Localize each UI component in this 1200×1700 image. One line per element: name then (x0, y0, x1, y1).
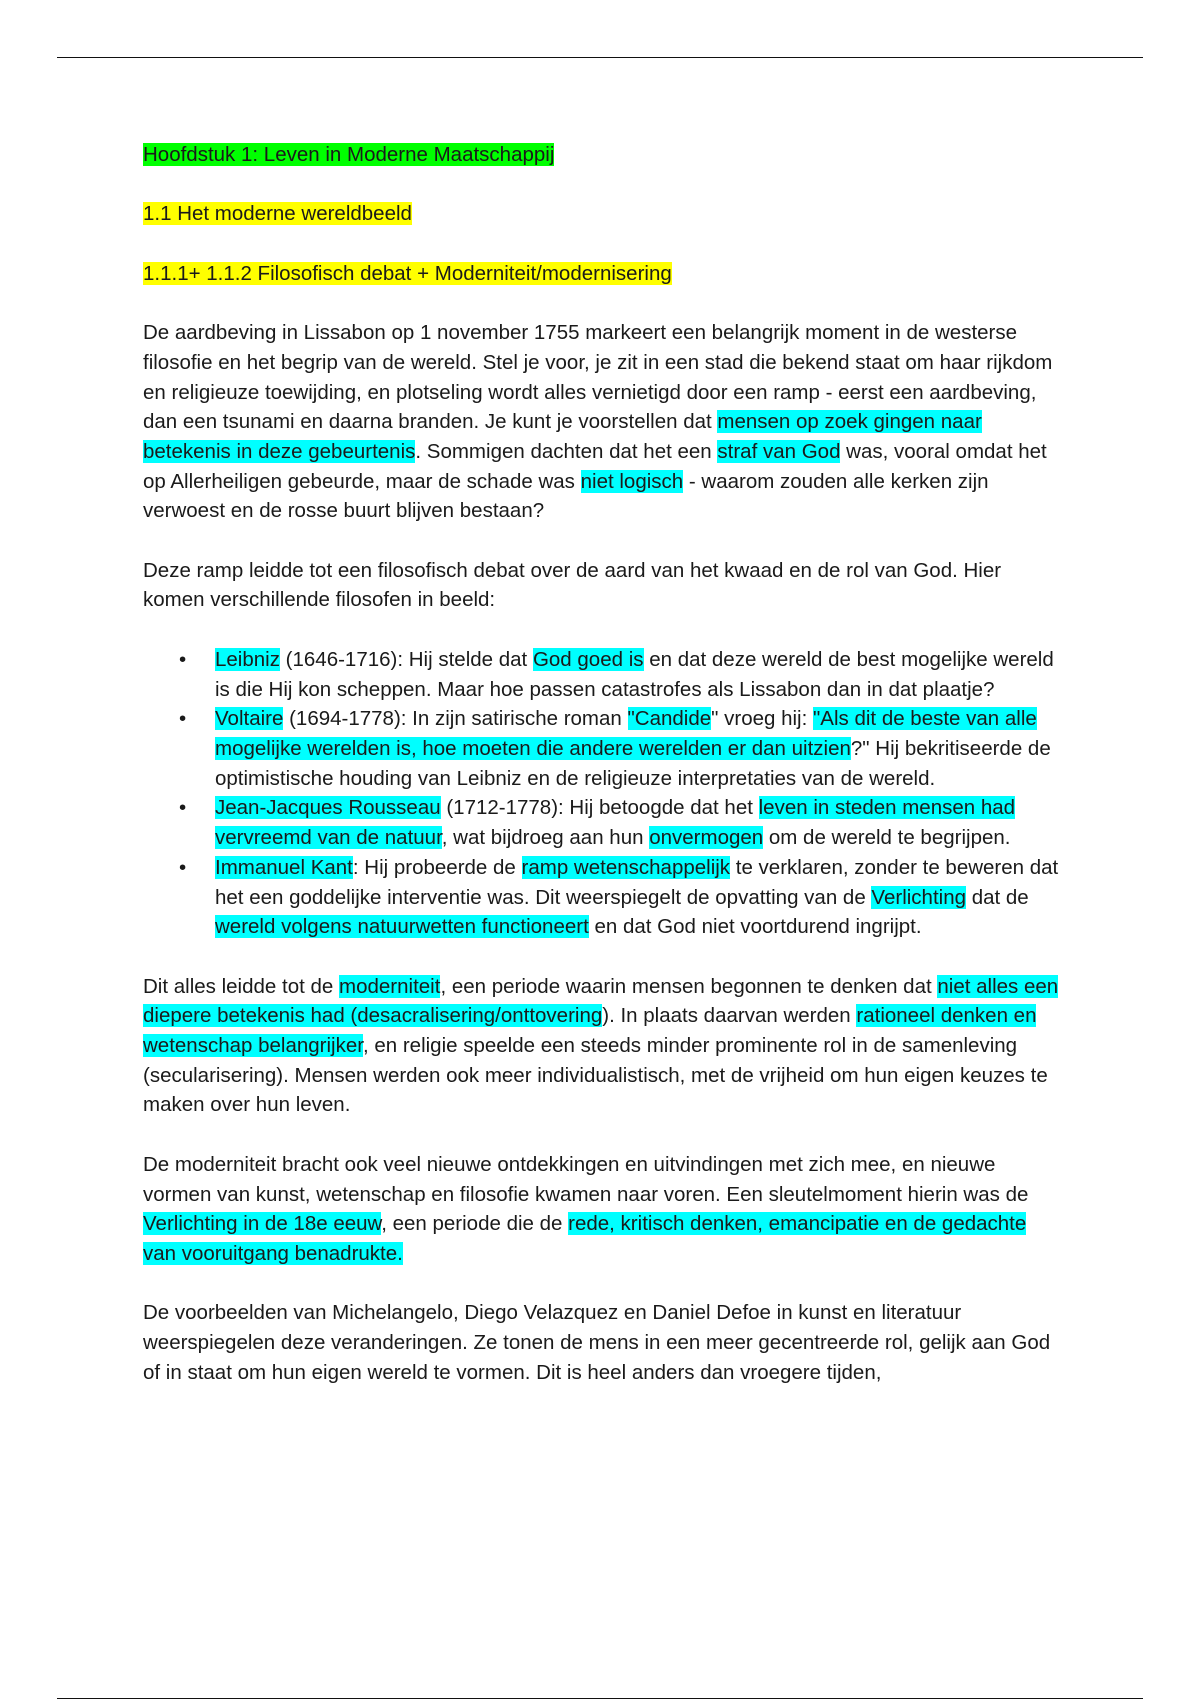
bullet-icon: • (179, 855, 187, 879)
list-item (179, 704, 1063, 793)
text-run: (1646-1716): Hij stelde dat (279, 647, 533, 671)
text-run: te verklaren, zonder te beweren dat het een goddelijke interventie was. Dit weerspiegelt de opvatting van de (215, 855, 1059, 909)
highlighted-text: niet alles een diepere betekenis had (desacralisering/onttovering (143, 974, 1059, 1028)
text-run: , en religie speelde een steeds minder prominente rol in de samenleving (secularisering). Mensen werden ook meer individualistisch, met de vrijheid om hun eigen keuzes te maken over hun leven. (143, 1034, 1048, 1117)
highlighted-text: "Als dit de beste van alle mogelijke werelden is, hoe moeten die andere werelden er dan uitzien (215, 707, 1037, 760)
highlighted-text: mensen op zoek gingen naar betekenis in deze gebeurtenis (143, 410, 982, 463)
bullet-icon: • (179, 707, 187, 731)
subsection-heading-text: 1.1.1+ 1.1.2 Filosofisch debat + Moderniteit/modernisering (143, 261, 672, 285)
highlighted-text: Immanuel Kant (215, 855, 353, 879)
text-run: Dit alles leidde tot de (143, 974, 340, 998)
list-item (179, 645, 1063, 704)
highlighted-text: rationeel denken en wetenschap belangrijker (143, 1004, 1037, 1057)
highlighted-text: God goed is (532, 647, 644, 671)
text-run: Deze ramp leidde tot een filosofisch debat over de aard van het kwaad en de rol van God. Hier komen verschillende filosofen in beeld: (143, 558, 1002, 612)
text-run: : Hij probeerde de (352, 855, 522, 879)
subsection-heading (143, 259, 1063, 289)
text-run: " vroeg hij: (711, 707, 814, 731)
text-run: De voorbeelden van Michelangelo, Diego Velazquez en Daniel Defoe in kunst en literatuur weerspiegelen deze veranderingen. Ze tonen de mens in een meer gecentreerde rol, gelijk aan God of in staat om hun eigen wereld te vormen. Dit is heel anders dan vroegere tijden, (143, 1301, 1051, 1384)
highlighted-text: Verlichting in de 18e eeuw (143, 1212, 382, 1236)
text-run: . Sommigen dachten dat het een (415, 439, 718, 463)
text-run: De aardbeving in Lissabon op 1 november 1755 markeert een belangrijk moment in de westerse filosofie en het begrip van de wereld. Stel je voor, je zit in een stad die bekend staat om haar rijkdom en religieuze toewijding, en plotseling wordt alles vernietigd door een ramp - eerst een aardbeving, dan een tsunami en daarna branden. Je kunt je voorstellen dat (143, 321, 1053, 434)
text-run: dat de (966, 885, 1029, 909)
section-heading (143, 199, 1063, 229)
highlighted-text: onvermogen (649, 826, 764, 850)
chapter-heading-text: Hoofdstuk 1: Leven in Moderne Maatschappij (143, 143, 555, 166)
bullet-icon: • (179, 796, 187, 820)
paragraph (143, 972, 1063, 1121)
highlighted-text: Leibniz (215, 647, 280, 671)
highlighted-text: "Candide (627, 707, 712, 731)
chapter-heading (143, 140, 1063, 170)
highlighted-text: rede, kritisch denken, emancipatie en de gedachte van vooruitgang benadrukte. (143, 1212, 1027, 1265)
text-run: ?" Hij bekritiseerde de optimistische houding van Leibniz en de religieuze interpretaties van de wereld. (215, 736, 1051, 790)
text-run: , een periode waarin mensen begonnen te denken dat (440, 974, 938, 998)
highlighted-text: Verlichting (871, 885, 967, 909)
paragraph (143, 556, 1063, 615)
section-heading-text: 1.1 Het moderne wereldbeeld (143, 202, 412, 226)
text-run: (1712-1778): Hij betoogde dat het (440, 796, 759, 820)
list-item (179, 793, 1063, 852)
highlighted-text: wereld volgens natuurwetten functioneert (215, 915, 589, 939)
bullet-icon: • (179, 647, 187, 671)
document-body (143, 140, 1063, 1417)
text-run: en dat deze wereld de best mogelijke wereld is die Hij kon scheppen. Maar hoe passen catastrofes als Lissabon dan in dat plaatje? (215, 647, 1054, 701)
text-run: om de wereld te begrijpen. (763, 826, 1011, 850)
highlighted-text: Jean-Jacques Rousseau (215, 796, 441, 820)
text-run: was, vooral omdat het op Allerheiligen gebeurde, maar de schade was (143, 439, 1047, 493)
text-run: (1694-1778): In zijn satirische roman (283, 707, 628, 731)
intro-paragraphs (143, 318, 1063, 615)
text-run: en dat God niet voortdurend ingrijpt. (588, 915, 922, 939)
paragraph (143, 1150, 1063, 1269)
philosopher-list (143, 645, 1063, 942)
highlighted-text: ramp wetenschappelijk (521, 855, 731, 879)
page-bottom-rule (57, 1698, 1143, 1699)
highlighted-text: leven in steden mensen had vervreemd van de natuur (215, 796, 1016, 850)
text-run: , wat bijdroeg aan hun (441, 826, 650, 850)
page-top-rule (57, 57, 1143, 58)
text-run: , een periode die de (381, 1212, 569, 1236)
highlighted-text: Voltaire (215, 707, 284, 731)
paragraph (143, 318, 1063, 526)
list-item (179, 853, 1063, 942)
highlighted-text: niet logisch (580, 469, 684, 493)
text-run: - waarom zouden alle kerken zijn verwoest en de rosse buurt blijven bestaan? (143, 469, 989, 523)
text-run: De moderniteit bracht ook veel nieuwe ontdekkingen en uitvindingen met zich mee, en nieuwe vormen van kunst, wetenschap en filosofie kwamen naar voren. Een sleutelmoment hierin was de (143, 1152, 1029, 1206)
highlighted-text: moderniteit (339, 974, 441, 998)
paragraph (143, 1298, 1063, 1387)
highlighted-text: straf van God (717, 439, 841, 463)
text-run: ). In plaats daarvan werden (602, 1004, 857, 1028)
modernity-paragraphs (143, 972, 1063, 1388)
